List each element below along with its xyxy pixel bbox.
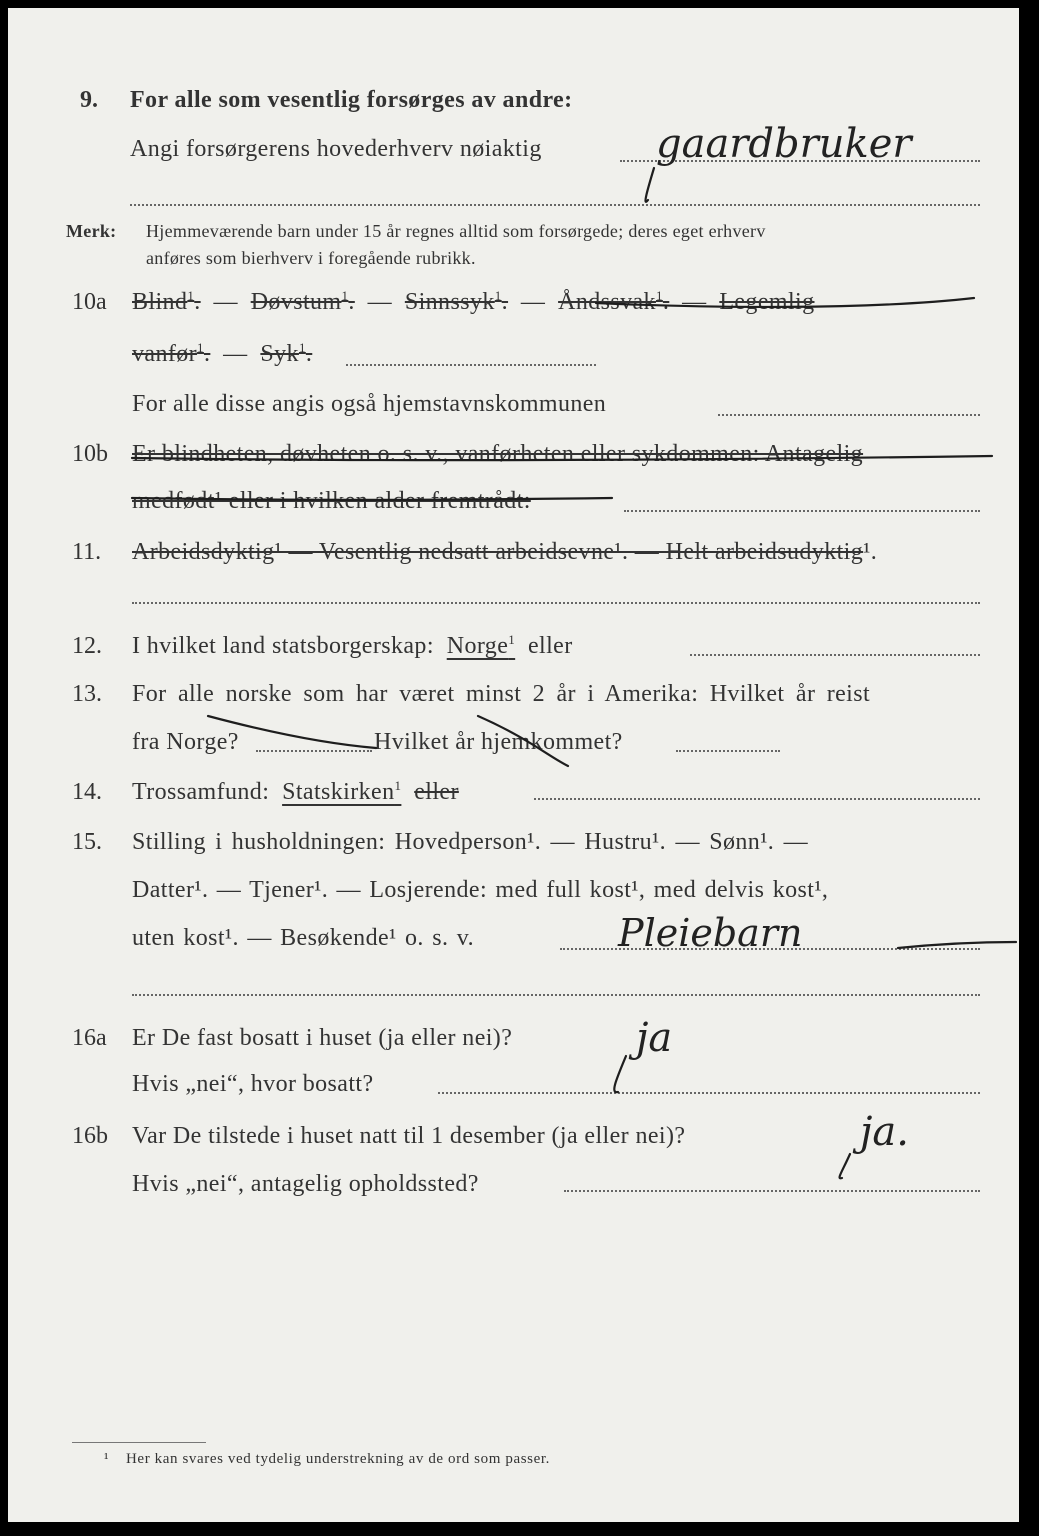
- q11-answer-line: [132, 602, 980, 604]
- option-sinnssyk: Sinnssyk$^1$.: [404, 288, 509, 315]
- q15-number: 15.: [72, 829, 102, 855]
- q14-statskirken: Statskirken$^1$: [282, 778, 402, 805]
- q13-reist-line: [256, 750, 372, 752]
- q16a-number: 16a: [72, 1025, 107, 1051]
- q11-line: [132, 540, 877, 564]
- option-syk: Syk$^1$.: [260, 340, 313, 367]
- q9-line2: Angi forsørgerens hovederhverv nøiaktig: [130, 136, 542, 162]
- q16b-answer-descender: [840, 1154, 850, 1178]
- note-line1: Hjemmeværende barn under 15 år regnes alltid som forsørgede; deres eget erhverv: [146, 221, 766, 241]
- q9-number: 9.: [80, 87, 98, 113]
- q16a-handwritten-answer: ja: [636, 1015, 673, 1061]
- q14-label: Trossamfund:: [132, 779, 270, 805]
- dash: —: [223, 341, 248, 367]
- q14-answer-line: [534, 798, 980, 800]
- note-line2: anføres som bierhverv i foregående rubrikk.: [146, 248, 476, 268]
- option-legemlig: Legemlig: [719, 289, 815, 315]
- q12-line: [132, 634, 573, 658]
- dash: —: [367, 289, 393, 315]
- q10a-line1: [132, 290, 814, 314]
- q12-eller: eller: [527, 633, 573, 659]
- q12-norge: Norge$^1$: [446, 632, 516, 659]
- q16b-line2: Hvis „nei“, antagelig opholdssted?: [132, 1171, 479, 1197]
- q16b-handwritten-answer: ja.: [860, 1109, 909, 1155]
- q10b-line2: medfødt¹ eller i hvilken alder fremtrådt:: [132, 488, 531, 514]
- q10b-line1: Er blindheten, døvheten o. s. v., vanførheten eller sykdommen: Antagelig: [132, 441, 864, 467]
- q14-line: [132, 780, 459, 804]
- q10a-line2: [132, 342, 312, 366]
- q12-label: I hvilket land statsborgerskap:: [132, 633, 434, 659]
- q11-options: Arbeidsdyktig¹ — Vesentlig nedsatt arbeidsevne¹. — Helt arbeidsudyktig: [132, 539, 864, 565]
- q16b-line1: Var De tilstede i huset natt til 1 desember (ja eller nei)?: [132, 1123, 686, 1149]
- q10a-line3: For alle disse angis også hjemstavnskommunen: [132, 391, 607, 417]
- q11-tail: ¹.: [863, 539, 878, 565]
- q15-line3: uten kost¹. — Besøkende¹ o. s. v.: [132, 925, 475, 951]
- dash: —: [682, 289, 707, 315]
- footnote-mark: ¹: [104, 1451, 109, 1467]
- q9-handwritten-answer: gaardbruker: [656, 121, 912, 167]
- option-dovstum: Døvstum$^1$.: [250, 288, 355, 315]
- q10a-answer-line: [346, 364, 596, 366]
- q13-line2a: fra Norge?: [132, 729, 239, 755]
- answer-descender-stroke: [646, 168, 654, 202]
- q15-line2: Datter¹. — Tjener¹. — Losjerende: med full kost¹, med delvis kost¹,: [132, 877, 829, 903]
- q16a-line2: Hvis „nei“, hvor bosatt?: [132, 1071, 374, 1097]
- q10b-number: 10b: [72, 441, 108, 467]
- q14-eller: eller: [414, 779, 459, 805]
- q13-line2b: Hvilket år hjemkommet?: [374, 729, 623, 755]
- q13-line1: For alle norske som har været minst 2 år i Amerika: Hvilket år reist: [132, 681, 871, 707]
- census-form-page: [8, 8, 1019, 1522]
- q13-number: 13.: [72, 681, 102, 707]
- q9-line1: For alle som vesentlig forsørges av andre:: [130, 87, 573, 113]
- q11-number: 11.: [72, 539, 102, 565]
- q14-number: 14.: [72, 779, 102, 805]
- q9-answer-line-2: [130, 204, 980, 206]
- q15-answer-line-2: [132, 994, 980, 996]
- footnote-text: Her kan svares ved tydelig understrekning av de ord som passer.: [126, 1451, 550, 1467]
- footnote-rule: [72, 1442, 206, 1443]
- q12-number: 12.: [72, 633, 102, 659]
- q10a-number: 10a: [72, 289, 107, 315]
- q10b-answer-line: [624, 510, 980, 512]
- q10a-hometown-line: [718, 414, 980, 416]
- q16a-line1: Er De fast bosatt i huset (ja eller nei)?: [132, 1025, 513, 1051]
- q16a-answer-descender: [614, 1056, 626, 1092]
- q16b-number: 16b: [72, 1123, 108, 1149]
- dash: —: [213, 289, 238, 315]
- dash: —: [520, 289, 546, 315]
- q16b-answer-line: [564, 1190, 980, 1192]
- q15-line1: Stilling i husholdningen: Hovedperson¹. — Hustru¹. — Sønn¹. —: [132, 829, 808, 855]
- option-vanfor: vanfør$^1$.: [132, 340, 211, 367]
- note-label: Merk:: [66, 221, 117, 241]
- q15-handwritten-answer: Pleiebarn: [618, 911, 803, 955]
- q16a-answer-line: [438, 1092, 980, 1094]
- option-blind: Blind$^1$.: [132, 288, 201, 315]
- q12-answer-line: [690, 654, 980, 656]
- q13-hjemkommet-line: [676, 750, 780, 752]
- option-andssvak: Åndssvak$^1$.: [558, 288, 670, 315]
